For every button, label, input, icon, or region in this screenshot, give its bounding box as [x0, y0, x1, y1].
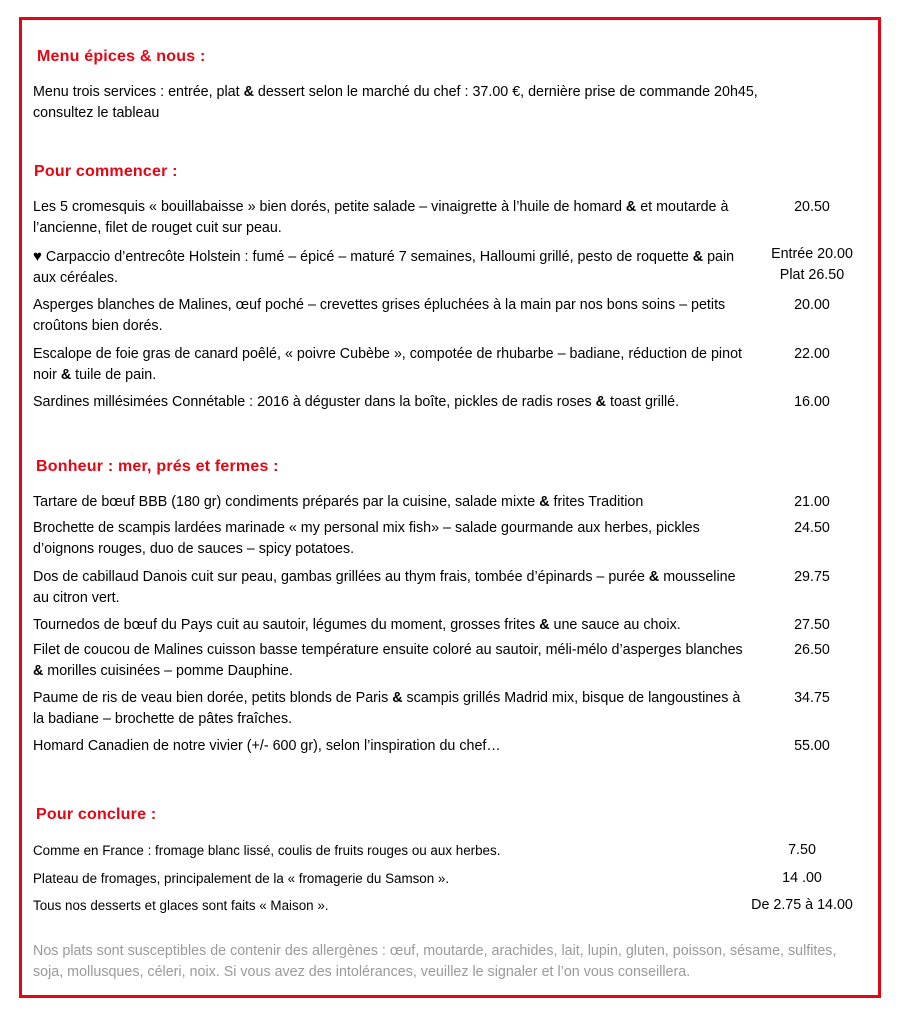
dessert-item-price: De 2.75 à 14.00	[751, 897, 853, 913]
starter-item-name: Les 5 cromesquis « bouillabaisse » bien dorés, petite salade – vinaigrette à l’huile de homard & et moutarde à l’ancienne, filet de rouget cuit sur peau.	[33, 199, 729, 236]
main-item-name: Dos de cabillaud Danois cuit sur peau, gambas grillées au thym frais, tombée d’épinards – purée & mousseline au citron vert.	[33, 569, 736, 606]
dessert-item-price: 7.50	[788, 842, 816, 858]
main-item-name: Tartare de bœuf BBB (180 gr) condiments préparés par la cuisine, salade mixte & frites Tradition	[33, 494, 644, 510]
section-title-menu: Menu épices & nous :	[37, 48, 206, 65]
main-item-name: Tournedos de bœuf du Pays cuit au sautoir, légumes du moment, grosses frites & une sauce au choix.	[33, 617, 681, 633]
starter-item-name: Escalope de foie gras de canard poêlé, « poivre Cubèbe », compotée de rhubarbe – badiane, réduction de pinot noir & tuile de pain.	[33, 346, 742, 383]
allergens-notice: Nos plats sont susceptibles de contenir des allergènes : œuf, moutarde, arachides, lait, lupin, gluten, poisson, sésame, sulfites, soja, mollusques, céleri, noix. Si vous avez des intolérances, veuillez le signaler et l’on vous conseillera.	[33, 943, 837, 980]
main-item-price: 21.00	[794, 494, 830, 510]
menu-description: Menu trois services : entrée, plat & dessert selon le marché du chef : 37.00 €, dernière prise de commande 20h45, consultez le tableau	[33, 84, 758, 121]
main-item-price: 29.75	[794, 569, 830, 585]
dessert-item-price: 14 .00	[782, 870, 822, 886]
starter-item-price: 20.50	[794, 199, 830, 215]
main-item-price: 34.75	[794, 690, 830, 706]
main-item-name: Paume de ris de veau bien dorée, petits blonds de Paris & scampis grillés Madrid mix, bisque de langoustines à la badiane – brochette de pâtes fraîches.	[33, 690, 741, 727]
starter-item-price: Entrée 20.00	[771, 246, 853, 262]
heart-icon: ♥	[33, 248, 42, 265]
starter-item-price: 20.00	[794, 297, 830, 313]
dessert-item-name: Tous nos desserts et glaces sont faits « Maison ».	[33, 898, 329, 913]
dessert-item-name: Comme en France : fromage blanc lissé, coulis de fruits rouges ou aux herbes.	[33, 843, 501, 858]
starter-item-price: 16.00	[794, 394, 830, 410]
starter-item-price: 22.00	[794, 346, 830, 362]
dessert-item-name: Plateau de fromages, principalement de la « fromagerie du Samson ».	[33, 871, 450, 886]
starter-item-name: Asperges blanches de Malines, œuf poché – crevettes grises épluchées à la main par nos bons soins – petits croûtons bien dorés.	[33, 297, 726, 334]
starter-item-name: Sardines millésimées Connétable : 2016 à déguster dans la boîte, pickles de radis roses & toast grillé.	[33, 394, 680, 410]
section-title-desserts: Pour conclure :	[36, 806, 157, 823]
main-item-name: Brochette de scampis lardées marinade « my personal mix fish» – salade gourmande aux herbes, pickles d’oignons rouges, duo de sauces – spicy potatoes.	[33, 520, 700, 557]
main-item-name: Filet de coucou de Malines cuisson basse température ensuite coloré au sautoir, méli-mélo d’asperges blanches & morilles cuisinées – pomme Dauphine.	[33, 642, 743, 679]
main-item-price: 55.00	[794, 738, 830, 754]
starter-item-name	[33, 246, 745, 289]
starter-item-text: Carpaccio d’entrecôte Holstein : fumé – épicé – maturé 7 semaines, Halloumi grillé, pesto de roquette & pain aux céréales.	[33, 249, 735, 286]
main-item-name: Homard Canadien de notre vivier (+/- 600 gr), selon l’inspiration du chef…	[33, 738, 501, 754]
section-title-mains: Bonheur : mer, prés et fermes :	[36, 458, 279, 475]
main-item-price: 26.50	[794, 642, 830, 658]
main-item-price: 24.50	[794, 520, 830, 536]
starter-item-price-main: Plat 26.50	[779, 267, 845, 283]
section-title-starters: Pour commencer :	[34, 163, 178, 180]
main-item-price: 27.50	[794, 617, 830, 633]
